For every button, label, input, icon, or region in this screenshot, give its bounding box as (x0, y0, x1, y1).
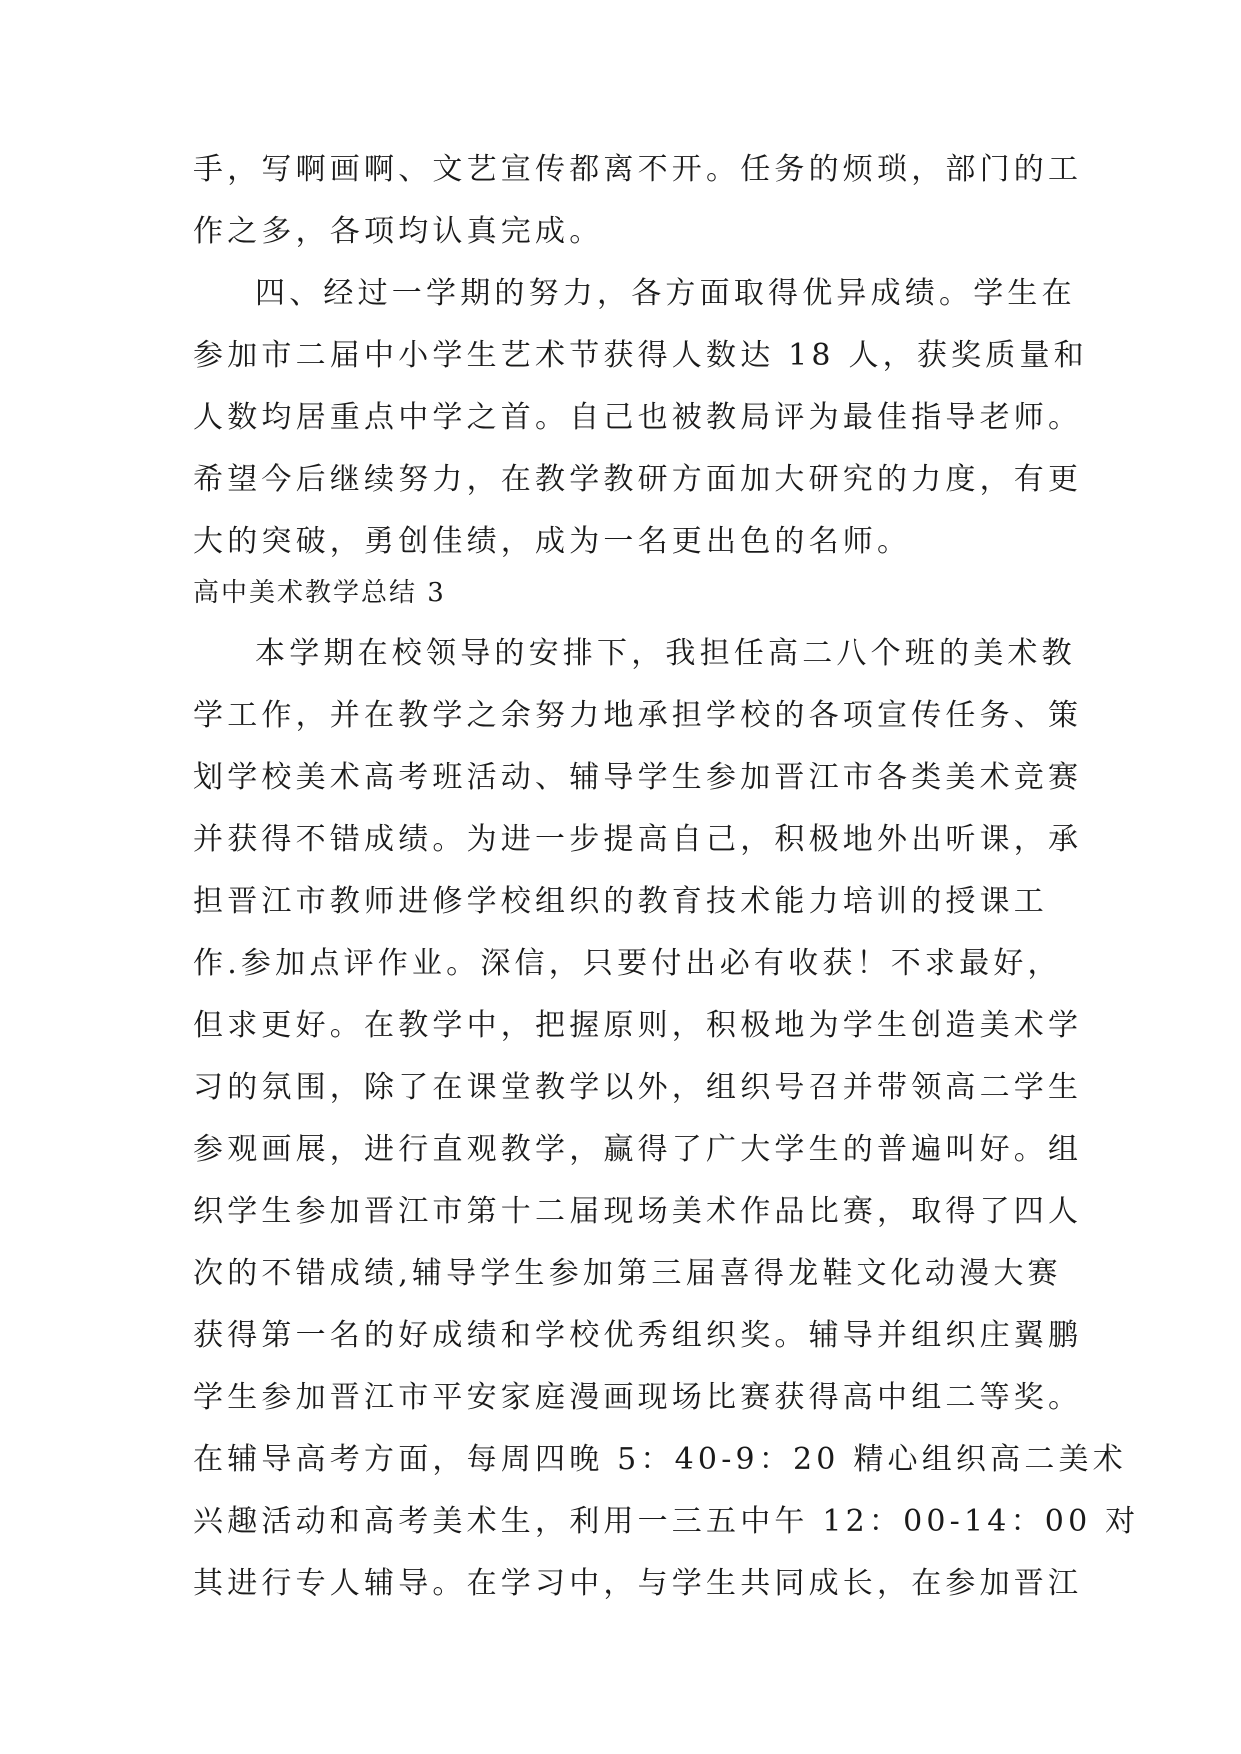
text-line: 但求更好。在教学中，把握原则，积极地为学生创造美术学 (193, 1008, 1083, 1043)
text-line: 人数均居重点中学之首。自己也被教局评为最佳指导老师。 (193, 400, 1083, 435)
text-line: 手，写啊画啊、文艺宣传都离不开。任务的烦琐，部门的工 (193, 152, 1083, 187)
text-line: 担晋江市教师进修学校组织的教育技术能力培训的授课工 (193, 884, 1048, 919)
text-line: 参加市二届中小学生艺术节获得人数达 18 人，获奖质量和 (193, 338, 1088, 373)
text-line: 获得第一名的好成绩和学校优秀组织奖。辅导并组织庄翼鹏 (193, 1318, 1083, 1353)
text-line: 参观画展，进行直观教学，赢得了广大学生的普遍叫好。组 (193, 1132, 1083, 1167)
text-line: 划学校美术高考班活动、辅导学生参加晋江市各类美术竞赛 (193, 760, 1083, 795)
section-heading: 高中美术教学总结 3 (193, 578, 446, 608)
text-line: 其进行专人辅导。在学习中，与学生共同成长，在参加晋江 (193, 1566, 1083, 1601)
text-line: 大的突破，勇创佳绩，成为一名更出色的名师。 (193, 524, 912, 559)
text-line: 并获得不错成绩。为进一步提高自己，积极地外出听课，承 (193, 822, 1083, 857)
text-line: 兴趣活动和高考美术生，利用一三五中午 12：00-14：00 对 (193, 1504, 1140, 1539)
text-line: 作之多，各项均认真完成。 (193, 214, 604, 249)
text-line: 学工作，并在教学之余努力地承担学校的各项宣传任务、策 (193, 698, 1083, 733)
text-line: 学生参加晋江市平安家庭漫画现场比赛获得高中组二等奖。 (193, 1380, 1083, 1415)
text-line: 希望今后继续努力，在教学教研方面加大研究的力度，有更 (193, 462, 1083, 497)
text-line: 作.参加点评作业。深信，只要付出必有收获！不求最好， (193, 946, 1062, 981)
paragraph-first-line: 四、经过一学期的努力，各方面取得优异成绩。学生在 (255, 276, 1076, 311)
paragraph-first-line: 本学期在校领导的安排下，我担任高二八个班的美术教 (255, 636, 1076, 671)
text-line: 习的氛围，除了在课堂教学以外，组织号召并带领高二学生 (193, 1070, 1083, 1105)
text-line: 织学生参加晋江市第十二届现场美术作品比赛，取得了四人 (193, 1194, 1083, 1229)
text-line: 次的不错成绩,辅导学生参加第三届喜得龙鞋文化动漫大赛 (193, 1256, 1062, 1291)
text-line: 在辅导高考方面，每周四晚 5：40-9：20 精心组织高二美术 (193, 1442, 1127, 1477)
